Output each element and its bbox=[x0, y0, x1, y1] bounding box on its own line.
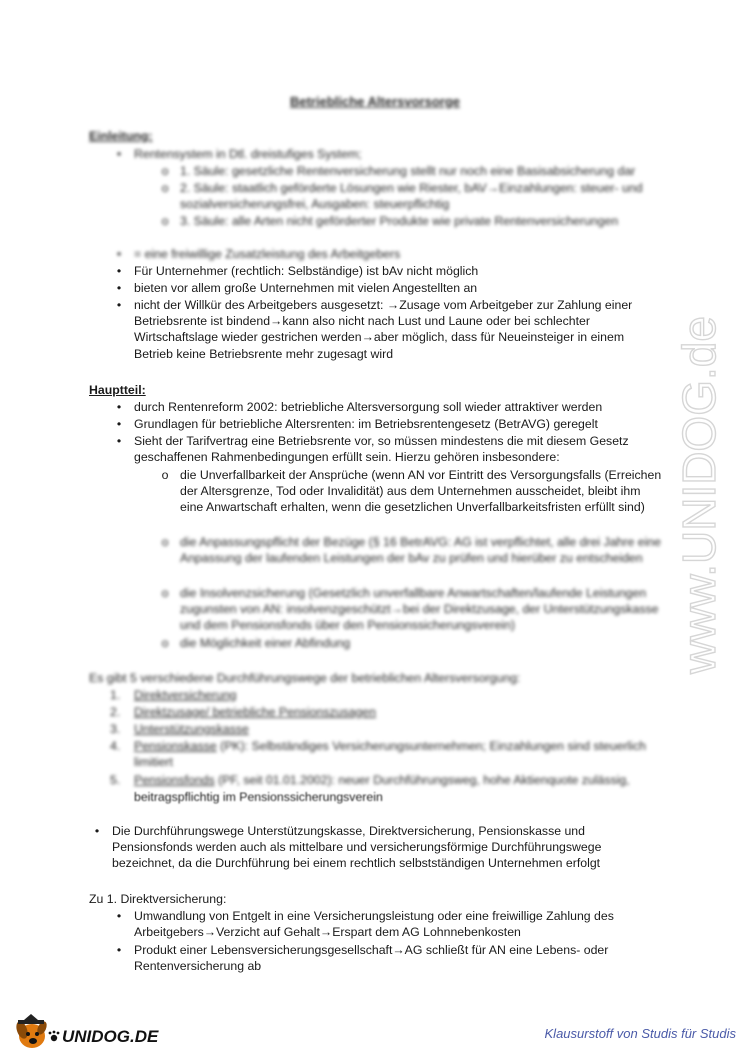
ways-item-3: 3. Unterstützungskasse bbox=[110, 722, 249, 736]
watermark-text-graphic bbox=[668, 250, 738, 740]
watermark-text: www.UNIDOG.de bbox=[673, 316, 726, 674]
dv-heading: Zu 1. Direktversicherung: bbox=[89, 892, 227, 906]
dog-mascot-icon bbox=[14, 1014, 48, 1048]
main-sub-1: o die Unverfallbarkeit der Ansprüche (wenn AN vor Eintritt des Versorgungsfalls (Erreichen der Altersgrenze, Tod oder Invalidität) aus dem Unternehmen ausscheidet, bleibt ihm eine Anwartschaft erhalten, wenn die gesetzlichen Unverfallbarkeitsfristen erfüllt sind) bbox=[161, 468, 662, 515]
watermark bbox=[668, 250, 738, 740]
intro-sub-2: o 2. Säule: staatlich geförderte Lösungen wie Riester, bAV→Einzahlungen: steuer- und sozialversicherungsfrei, Ausgaben: steuerpflichtig bbox=[161, 181, 643, 212]
intro-bullet-2: • = eine freiwillige Zusatzleistung des Arbeitgebers bbox=[116, 247, 401, 261]
intro-bullet-3: • Für Unternehmer (rechtlich: Selbständige) ist bAv nicht möglich bbox=[116, 264, 479, 278]
intro-sub-3: o 3. Säule: alle Arten nicht geförderter Produkte wie private Rentenversicherungen bbox=[161, 214, 619, 228]
intro-bullet-1: • Rentensystem in Dtl. dreistufiges System; bbox=[116, 147, 362, 161]
main-bullet-3: • Sieht der Tarifvertrag eine Betriebsrente vor, so müssen mindestens die mit diesem Gesetz geschaffenen Rahmenbedingungen erfüllt sein. Hierzu gehören insbesondere: bbox=[116, 434, 629, 465]
intro-bullet-4: • bieten vor allem große Unternehmen mit vielen Angestellten an bbox=[116, 281, 478, 295]
intro-bullet-5: • nicht der Willkür des Arbeitgebers ausgesetzt: →Zusage vom Arbeitgeber zur Zahlung einer Betriebsrente ist bindend→kann also nicht nach Lust und Laune oder bei schlechter Wirtschaftslage wieder gestrichen werden→aber möglich, dass für Neueinsteiger in einem Betrieb keine Betriebsrente mehr zugesagt wird bbox=[116, 298, 633, 361]
ways-item-5-continued: beitragspflichtig im Pensionssicherungsverein bbox=[134, 790, 383, 804]
main-bullet-2: • Grundlagen für betriebliche Altersrenten: im Betriebsrentengesetz (BetrAVG) geregelt bbox=[116, 417, 598, 431]
main-sub-2: o die Anpassungspflicht der Bezüge (§ 16 BetrAVG: AG ist verpflichtet, alle drei Jahre eine Anpassung der laufenden Leistungen der bAv zu prüfen und hierüber zu entscheiden bbox=[161, 535, 661, 566]
intro-heading: Einleitung: bbox=[89, 129, 153, 143]
summary-paragraph: • Die Durchführungswege Unterstützungskasse, Direktversicherung, Pensionskasse und Pensionsfonds werden auch als mittelbare und versicherungsförmige Durchführungswege bezeichnet, da die Durchführung bei einem rechtlich selbstständigen Unternehmen erfolgt bbox=[94, 824, 602, 871]
ways-intro: Es gibt 5 verschiedene Durchführungswege der betrieblichen Altersversorgung: bbox=[89, 671, 521, 685]
ways-item-4: 4. Pensionskasse (PK): Selbständiges Versicherungsunternehmen; Einzahlungen sind steuerlich limitiert bbox=[110, 739, 646, 770]
main-sub-4: o die Möglichkeit einer Abfindung bbox=[161, 636, 351, 650]
footer-tagline: Klausurstoff von Studis für Studis bbox=[544, 1026, 736, 1041]
logo-text: UNIDOG.DE bbox=[62, 1027, 159, 1046]
main-heading: Hauptteil: bbox=[89, 383, 146, 397]
document-title: Betriebliche Altersvorsorge bbox=[289, 94, 461, 109]
ways-item-1: 1. Direktversicherung bbox=[110, 688, 237, 702]
paw-icon bbox=[49, 1031, 60, 1042]
ways-item-2: 2. Direktzusage/ betriebliche Pensionszusagen bbox=[110, 705, 376, 719]
ways-item-5: 5. Pensionsfonds (PF, seit 01.01.2002): neuer Durchführungsweg, hohe Aktienquote zulässig, bbox=[110, 773, 630, 787]
dv-bullet-1: • Umwandlung von Entgelt in eine Versicherungsleistung oder eine freiwillige Zahlung des Arbeitgebers→Verzicht auf Gehalt→Erspart dem AG Lohnnebenkosten bbox=[116, 909, 614, 940]
unidog-logo bbox=[12, 1010, 172, 1054]
intro-sub-1: o 1. Säule: gesetzliche Rentenversicherung stellt nur noch eine Basisabsicherung dar bbox=[161, 164, 636, 178]
main-sub-3: o die Insolvenzsicherung (Gesetzlich unverfallbare Anwartschaften/laufende Leistungen zugunsten von AN: insolvenzgeschützt→bei der Direktzusage, der Unterstützungskasse und dem Pensionsfonds über den Pensionssicherungsverein) bbox=[161, 586, 659, 633]
main-bullet-1: • durch Rentenreform 2002: betriebliche Altersversorgung soll wieder attraktiver werden bbox=[116, 400, 603, 414]
dv-bullet-2: • Produkt einer Lebensversicherungsgesellschaft→AG schließt für AN eine Lebens- oder Rentenversicherung ab bbox=[116, 943, 609, 974]
